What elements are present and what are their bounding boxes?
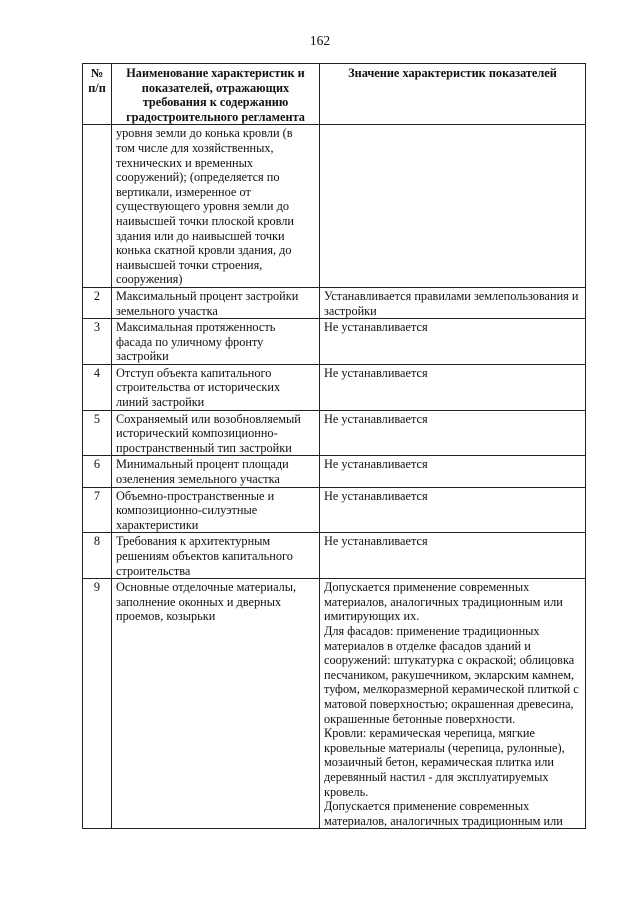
header-characteristic-value: Значение характеристик показателей: [320, 64, 586, 125]
row-value: Не устанавливается: [320, 533, 586, 579]
row-number: 7: [83, 487, 112, 533]
regulation-table: [82, 63, 586, 829]
row-characteristic: Максимальная протяженность фасада по уличному фронту застройки: [112, 319, 320, 365]
row-number: 8: [83, 533, 112, 579]
page-number: 162: [309, 33, 331, 48]
row-number: 6: [83, 456, 112, 487]
table-row: [83, 319, 586, 365]
row-characteristic: Отступ объекта капитального строительства от исторических линий застройки: [112, 364, 320, 410]
row-characteristic: Минимальный процент площади озеленения земельного участка: [112, 456, 320, 487]
row-characteristic: Основные отделочные материалы, заполнение оконных и дверных проемов, козырьки: [112, 579, 320, 829]
row-value: [320, 125, 586, 288]
row-value: Не устанавливается: [320, 364, 586, 410]
table-row: [83, 364, 586, 410]
table-row: [83, 579, 586, 829]
row-value: Устанавливается правилами землепользования и застройки: [320, 287, 586, 318]
row-characteristic: Сохраняемый или возобновляемый исторический композиционно- пространственный тип застройки: [112, 410, 320, 456]
row-value: Не устанавливается: [320, 487, 586, 533]
row-number: 9: [83, 579, 112, 829]
row-characteristic: уровня земли до конька кровли (в том числе для хозяйственных, технических и временных сооружений); (определяется по вертикали, измеренное от существующего уровня земли до наивысшей точки плоской кровли здания или до наивысшей точки конька скатной кровли здания, до наивысшей точки строения, сооружения): [112, 125, 320, 288]
row-characteristic: Требования к архитектурным решениям объектов капитального строительства: [112, 533, 320, 579]
table-row: [83, 287, 586, 318]
table-row: [83, 533, 586, 579]
row-characteristic: Максимальный процент застройки земельного участка: [112, 287, 320, 318]
row-value: Не устанавливается: [320, 456, 586, 487]
row-value: Допускается применение современных материалов, аналогичных традиционным или имитирующих их. Для фасадов: применение традиционных материалов в отделке фасадов зданий и сооружений: штукатурка с окраской; облицовка песчаником, ракушечником, экларским камнем, туфом, мелкоразмерной керамической плиткой с матовой поверхностью; окрашенная древесина, окрашенные бетонные поверхности. Кровли: керамическая черепица, мягкие кровельные материалы (черепица, рулонные), мозаичный бетон, керамическая плитка или деревянный настил - для эксплуатируемых кровель. Допускается применение современных материалов, аналогичных традиционным или: [320, 579, 586, 829]
row-value: Не устанавливается: [320, 319, 586, 365]
row-number: 3: [83, 319, 112, 365]
table-row: [83, 125, 586, 288]
row-characteristic: Объемно-пространственные и композиционно-силуэтные характеристики: [112, 487, 320, 533]
table-row: [83, 487, 586, 533]
row-value: Не устанавливается: [320, 410, 586, 456]
table-row: [83, 456, 586, 487]
table-row: [83, 410, 586, 456]
table-header-row: [83, 64, 586, 125]
row-number: [83, 125, 112, 288]
row-number: 2: [83, 287, 112, 318]
header-characteristic-name: Наименование характеристик и показателей, отражающих требования к содержанию градостроительного регламента: [112, 64, 320, 125]
row-number: 5: [83, 410, 112, 456]
header-number: № п/п: [83, 64, 112, 125]
row-number: 4: [83, 364, 112, 410]
